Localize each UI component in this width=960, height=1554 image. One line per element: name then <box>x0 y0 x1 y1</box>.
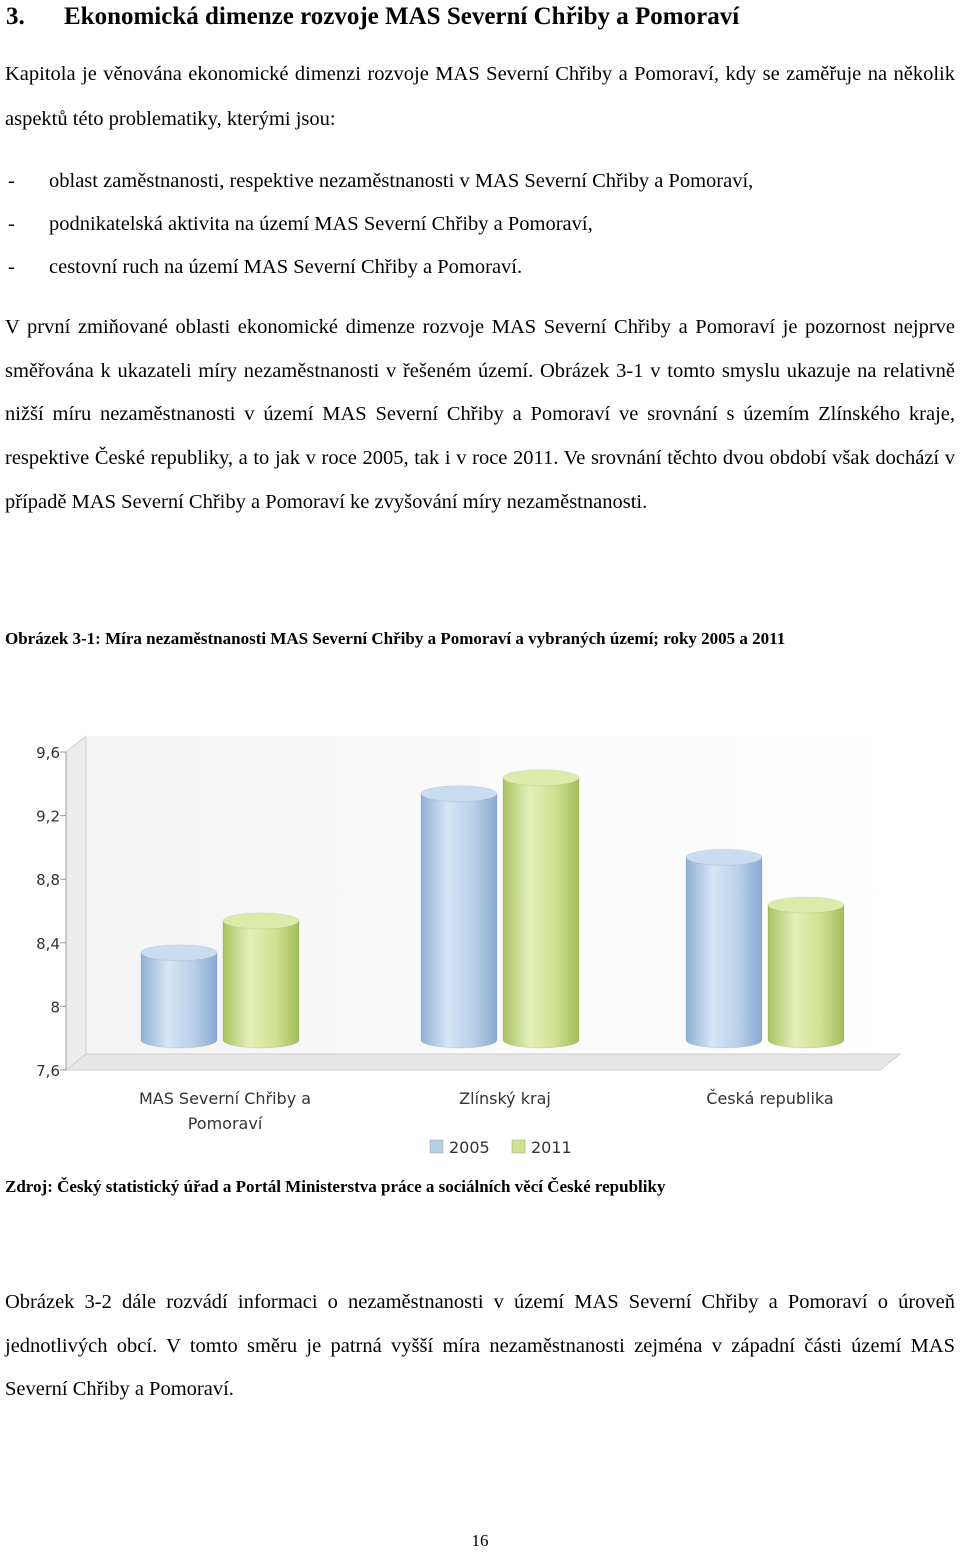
list-item-text: cestovní ruch na území MAS Severní Chřiby a Pomoraví. <box>49 256 523 278</box>
bar-2005-2 <box>421 786 497 1048</box>
bar-top <box>768 897 844 913</box>
y-tick-label: 9,6 <box>36 744 60 762</box>
chart-legend <box>430 1138 572 1157</box>
list-dash: - <box>8 213 15 235</box>
category-label-line: Zlínský kraj <box>459 1089 551 1108</box>
list-item <box>5 160 955 203</box>
bar-2011-3 <box>768 897 844 1048</box>
bar-2005-1 <box>141 945 217 1048</box>
list-dash: - <box>8 256 15 278</box>
municipalities-paragraph: Obrázek 3-2 dále rozvádí informaci o nezaměstnanosti v území MAS Severní Chřiby a Pomoraví o úroveň jednotlivých obcí. V tomto směru je patrná vyšší míra nezaměstnanosti zejména v západní části území MAS Severní Chřiby a Pomoraví. <box>5 1291 955 1400</box>
chapter-number: 3. <box>6 3 25 30</box>
bar-body <box>503 778 579 1048</box>
category-label-line: Česká republika <box>706 1089 834 1108</box>
bar-2011-1 <box>223 913 299 1048</box>
bar-top <box>223 913 299 929</box>
legend-label-2011: 2011 <box>531 1138 572 1157</box>
y-tick-label: 8,8 <box>36 871 60 890</box>
bar-top <box>141 945 217 961</box>
category-label <box>139 1089 311 1133</box>
legend-swatch-2005 <box>430 1140 443 1153</box>
figure-source: Zdroj: Český statistický úřad a Portál Ministerstva práce a sociálních věcí České republiky <box>5 1177 666 1196</box>
unemployment-paragraph: V první zmiňované oblasti ekonomické dimenze rozvoje MAS Severní Chřiby a Pomoraví je pozornost nejprve směřována k ukazateli míry nezaměstnanosti v řešeném území. Obrázek 3-1 v tomto smyslu ukazuje na relativně nižší míru nezaměstnanosti v území MAS Severní Chřiby a Pomoraví ve srovnání s územím Zlínského kraje, respektive České republiky, a to jak v roce 2005, tak i v roce 2011. Ve srovnání těchto dvou období však dochází v případě MAS Severní Chřiby a Pomoraví ke zvyšování míry nezaměstnanosti. <box>5 316 955 513</box>
bar-body <box>421 794 497 1048</box>
y-tick-label: 9,2 <box>36 807 60 826</box>
bar-body <box>686 857 762 1048</box>
y-axis-ticks <box>36 744 66 1080</box>
x-axis-categories <box>139 1089 834 1133</box>
list-item <box>5 203 955 246</box>
category-label <box>459 1089 551 1108</box>
bar-top <box>686 849 762 865</box>
category-label-line: Pomoraví <box>187 1114 263 1133</box>
y-tick-label: 7,6 <box>36 1062 60 1080</box>
list-dash: - <box>8 170 15 192</box>
y-tick-label: 8,4 <box>36 934 60 953</box>
intro-paragraph: Kapitola je věnována ekonomické dimenzi rozvoje MAS Severní Chřiby a Pomoraví, kdy se zaměřuje na několik aspektů této problematiky, kterými jsou: <box>5 63 955 130</box>
unemployment-bar-chart <box>0 680 960 1170</box>
bar-body <box>141 953 217 1048</box>
page-number: 16 <box>471 1531 489 1550</box>
bar-2011-2 <box>503 770 579 1048</box>
legend-label-2005: 2005 <box>449 1138 490 1157</box>
bar-body <box>768 905 844 1048</box>
chart-floor <box>66 1054 900 1070</box>
chapter-title: Ekonomická dimenze rozvoje MAS Severní Chřiby a Pomoraví <box>64 3 740 30</box>
list-item-text: oblast zaměstnanosti, respektive nezaměstnanosti v MAS Severní Chřiby a Pomoraví, <box>49 170 754 192</box>
list-item <box>5 246 955 289</box>
list-item-text: podnikatelská aktivita na území MAS Severní Chřiby a Pomoraví, <box>49 213 593 235</box>
bar-top <box>421 786 497 802</box>
chart-side-wall <box>66 736 86 1070</box>
legend-swatch-2011 <box>512 1140 525 1153</box>
bar-top <box>503 770 579 786</box>
figure-caption: Obrázek 3-1: Míra nezaměstnanosti MAS Severní Chřiby a Pomoraví a vybraných území; roky 2005 a 2011 <box>5 629 786 648</box>
aspect-list <box>5 160 955 289</box>
bar-body <box>223 921 299 1048</box>
category-label-line: MAS Severní Chřiby a <box>138 1089 312 1108</box>
category-label <box>706 1089 833 1108</box>
chapter-heading <box>6 0 956 34</box>
y-tick-label: 8 <box>50 998 60 1017</box>
bar-2005-3 <box>686 849 762 1048</box>
